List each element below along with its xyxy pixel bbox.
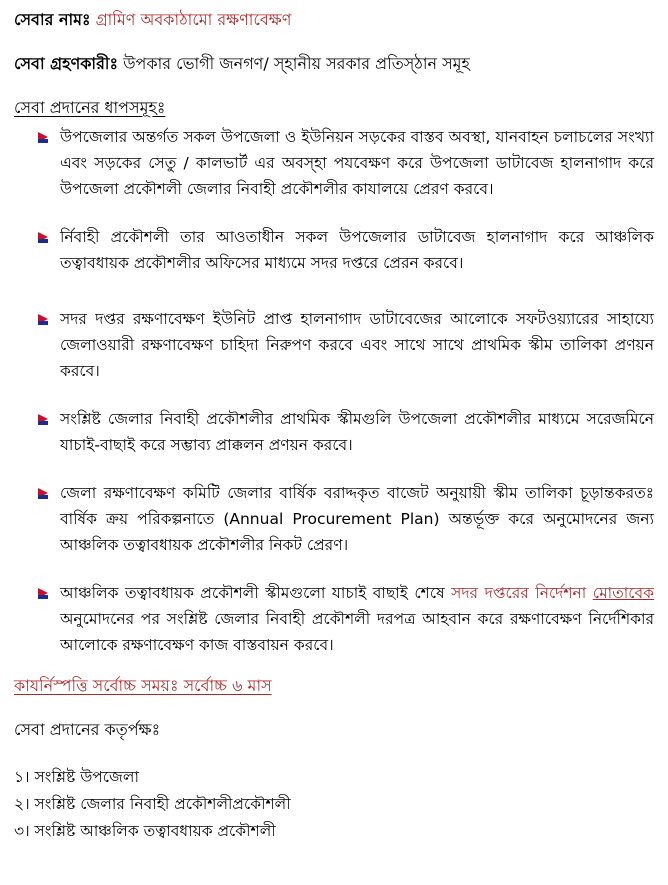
step-text: সদর দপ্তর রক্ষণাবেক্ষণ ইউনিট প্রাপ্ত হালনাগাদ ডাটাবেজের আলোকে সফটওয়্যারের সাহায্যে জেলাওয়ারী রক্ষণাবেক্ষণ চাহিদা নিরুপণ করবে এবং সাথে সাথে প্রাথমিক স্কীম তালিকা প্রণয়ন করবে। <box>60 310 654 380</box>
service-name-value: গ্রামিণ অবকাঠামো রক্ষণাবেক্ষণ <box>95 10 292 29</box>
authority-list <box>14 764 654 845</box>
authority-heading: সেবা প্রদানের কতৃর্পক্ষঃ <box>14 720 161 739</box>
step-item <box>36 580 654 658</box>
step-highlight-underlined: মোতাবেক <box>592 584 654 602</box>
arrow-bullet-icon <box>36 586 50 600</box>
steps-list <box>14 124 654 658</box>
arrow-bullet-icon <box>36 230 50 244</box>
authority-item: ১। সংশ্লিষ্ট উপজেলা <box>14 768 139 786</box>
step-item <box>36 306 654 384</box>
service-name-line <box>14 8 654 32</box>
step-text: র্নিবাহী প্রকৌশলী তার আওতাধীন সকল উপজেলার ডাটাবেজ হালনাগাদ করে আঞ্চলিক তত্বাবধায়ক প্রকৌশলীর অফিসের মাধ্যমে সদর দপ্তরে প্রেরন করবে। <box>60 228 654 272</box>
service-receiver-label: সেবা গ্রহণকারীঃ <box>14 54 118 73</box>
service-receiver-line <box>14 52 654 76</box>
authority-item: ২। সংশ্লিষ্ট জেলার নিবাহী প্রকৌশলীপ্রকৌশলী <box>14 795 291 813</box>
step-text-after: অনুমোদনের পর সংশ্লিষ্ট জেলার নিবাহী প্রকৌশলী দরপত্র আহবান করে রক্ষণাবেক্ষণ নির্দেশিকার আলোকে রক্ষণাবেক্ষণ কাজ বাস্তবায়ন করবে। <box>60 610 654 654</box>
arrow-bullet-icon <box>36 412 50 426</box>
arrow-bullet-icon <box>36 130 50 144</box>
step-text: জেলা রক্ষণাবেক্ষণ কমিটি জেলার বার্ষিক বরাদ্দকৃত বাজেট অনুয়ায়ী স্কীম তালিকা চূড়ান্তকরতঃ বার্ষিক ক্রয় পরিকল্পনাতে (Annual Procurement Plan) অন্তর্ভূক্ত করে অনুমোদনের জন্য আঞ্চলিক তত্বাবধায়ক প্রকৌশলীর নিকট প্রেরণ। <box>60 484 654 554</box>
step-item <box>36 224 654 276</box>
service-name-label: সেবার নামঃ <box>14 10 91 29</box>
step-item <box>36 406 654 458</box>
steps-heading: সেবা প্রদানের ধাপসমূহঃ <box>14 98 166 117</box>
service-receiver-value: উপকার ভোগী জনগণ/ স্হানীয় সরকার প্রতিস্ঠান সমূহ <box>123 54 470 73</box>
step-text-before: আঞ্চলিক তত্বাবধায়ক প্রকৌশলী স্কীমগুলো যাচাই বাছাই শেষে <box>60 584 452 602</box>
max-time-line: কাযর্নিস্পত্তি সর্বোচ্চ সময়ঃ সর্বোচ্চ ৬ মাস <box>14 676 272 695</box>
step-item <box>36 124 654 202</box>
arrow-bullet-icon <box>36 312 50 326</box>
step-highlight: সদর দপ্তরের নির্দেশনা <box>451 584 587 602</box>
step-text: উপজেলার অন্তর্গত সকল উপজেলা ও ইউনিয়ন সড়কের বাস্তব অবস্থা, যানবাহন চলাচলের সংখ্যা এবং সড়কের সেতু / কালভার্ট এর অবস্হা পযবেক্ষণ করে উপজেলা ডাটাবেজ হালনাগাদ করে উপজেলা প্রকৌশলী জেলার নিবাহী প্রকৌশলীর কাযালয়ে প্রেরণ করবে। <box>60 128 654 198</box>
step-item <box>36 480 654 558</box>
step-text: সংশ্লিষ্ট জেলার নিবাহী প্রকৌশলীর প্রাথমিক স্কীমগুলি উপজেলা প্রকৌশলীর মাধ্যমে সরেজমিনে যাচাই-বাছাই করে সম্ভাব্য প্রাক্কলন প্রণয়ন করবে। <box>60 410 654 454</box>
arrow-bullet-icon <box>36 486 50 500</box>
authority-item: ৩। সংশ্লিষ্ট আঞ্চলিক তত্বাবধায়ক প্রকৌশলী <box>14 822 276 840</box>
